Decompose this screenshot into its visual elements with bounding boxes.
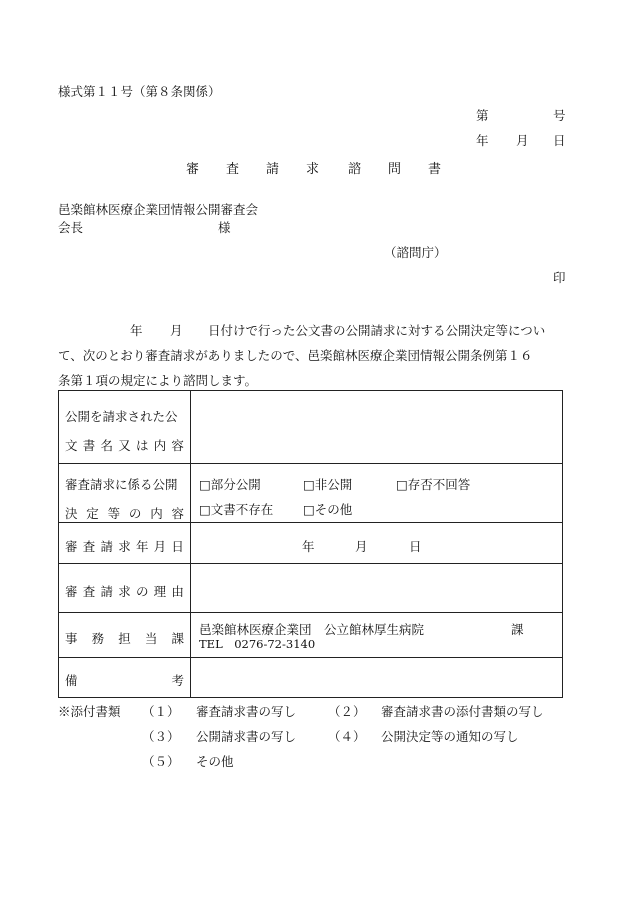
label-department bbox=[59, 629, 190, 647]
label-char: 求 bbox=[118, 584, 131, 599]
form-label: 様式第１１号（第８条関係） bbox=[58, 84, 221, 99]
label-char: 理 bbox=[153, 584, 167, 599]
label-line: 審査請求に係る公開 bbox=[65, 477, 178, 492]
option-neither-confirm[interactable]: □存否不回答 bbox=[396, 477, 471, 492]
column-divider bbox=[190, 391, 191, 697]
label-char: 定 bbox=[86, 506, 99, 521]
title-char: 問 bbox=[388, 162, 402, 177]
label-char: 日 bbox=[171, 539, 184, 554]
label-char: 考 bbox=[171, 673, 184, 688]
label-char: 書 bbox=[82, 438, 96, 453]
label-char: 名 bbox=[100, 438, 113, 453]
label-char: 内 bbox=[153, 438, 167, 453]
label-char: 務 bbox=[91, 631, 105, 646]
request-table bbox=[58, 390, 563, 698]
label-remarks bbox=[59, 671, 190, 689]
title-char: 請 bbox=[266, 162, 280, 177]
attachment-text: 審査請求書の写し bbox=[196, 704, 297, 719]
seal-mark: 印 bbox=[553, 270, 566, 285]
attachment-num: （４） bbox=[328, 729, 366, 744]
department-ka: 課 bbox=[511, 622, 524, 637]
row-divider bbox=[59, 522, 562, 523]
label-char: 又 bbox=[118, 438, 131, 453]
title-char: 査 bbox=[226, 162, 240, 177]
label-char: 備 bbox=[65, 673, 78, 688]
label-char: 年 bbox=[135, 539, 149, 554]
label-char: 請 bbox=[100, 539, 113, 554]
date-year: 年 bbox=[476, 133, 489, 148]
number-suffix: 号 bbox=[553, 108, 566, 123]
body-month: 月 bbox=[170, 323, 183, 338]
attachment-num: （３） bbox=[142, 729, 180, 744]
label-line bbox=[65, 671, 184, 689]
label-char: の bbox=[135, 584, 149, 599]
label-line bbox=[65, 436, 184, 454]
label-char: 担 bbox=[118, 631, 131, 646]
body-line-3: 条第１項の規定により諮問します。 bbox=[58, 373, 258, 388]
body-year: 年 bbox=[130, 323, 143, 338]
option-non-disclosure[interactable]: □非公開 bbox=[303, 477, 353, 492]
option-no-document[interactable]: □文書不存在 bbox=[199, 502, 274, 517]
row-divider bbox=[59, 657, 562, 658]
attachment-text: その他 bbox=[196, 754, 234, 769]
option-other[interactable]: □その他 bbox=[303, 502, 353, 517]
label-char: 審 bbox=[65, 584, 78, 599]
label-char: 文 bbox=[65, 438, 78, 453]
label-char: 由 bbox=[171, 584, 184, 599]
label-char: 査 bbox=[82, 584, 96, 599]
attachment-num: （２） bbox=[328, 704, 366, 719]
title-char: 審 bbox=[186, 162, 200, 177]
label-char: 事 bbox=[65, 631, 78, 646]
request-date-year: 年 bbox=[302, 539, 315, 554]
addressee-org: 邑楽館林医療企業団情報公開審査会 bbox=[58, 202, 259, 217]
label-line bbox=[65, 629, 184, 647]
label-char: 等 bbox=[107, 506, 121, 521]
row-divider bbox=[59, 612, 562, 613]
label-char: 容 bbox=[171, 506, 184, 521]
request-date-day: 日 bbox=[409, 539, 422, 554]
department-org: 邑楽館林医療企業団 公立館林厚生病院 bbox=[199, 622, 425, 637]
attachment-text: 公開決定等の通知の写し bbox=[381, 729, 519, 744]
department-tel: TEL 0276-72-3140 bbox=[199, 637, 316, 651]
attachment-num: （１） bbox=[142, 704, 180, 719]
date-day: 日 bbox=[553, 133, 566, 148]
label-char: 当 bbox=[144, 631, 158, 646]
request-date-month: 月 bbox=[355, 539, 368, 554]
label-char: 請 bbox=[100, 584, 113, 599]
sender-label: （諮問庁） bbox=[384, 245, 447, 260]
label-char: 容 bbox=[171, 438, 184, 453]
row-divider bbox=[59, 463, 562, 464]
addressee-chair: 会長 bbox=[58, 220, 84, 235]
label-line bbox=[65, 537, 184, 555]
label-char: 査 bbox=[82, 539, 96, 554]
row-divider bbox=[59, 563, 562, 564]
addressee-honorific: 様 bbox=[218, 220, 231, 235]
attachments-heading: ※添付書類 bbox=[58, 704, 121, 719]
label-decision bbox=[59, 475, 190, 522]
attachment-num: （５） bbox=[142, 754, 180, 769]
title-char: 求 bbox=[306, 162, 320, 177]
option-partial-disclosure[interactable]: □部分公開 bbox=[199, 477, 261, 492]
label-char: は bbox=[135, 438, 149, 453]
label-char: 課 bbox=[171, 631, 184, 646]
label-char: 内 bbox=[150, 506, 163, 521]
label-char: 月 bbox=[153, 539, 167, 554]
title-char: 諮 bbox=[348, 162, 362, 177]
body-line-1-text: 日付けで行った公文書の公開請求に対する公開決定等につい bbox=[208, 323, 546, 338]
label-document-name bbox=[59, 407, 190, 454]
attachment-text: 公開請求書の写し bbox=[196, 729, 297, 744]
label-request-date bbox=[59, 537, 190, 555]
label-line bbox=[65, 582, 184, 600]
label-char: 決 bbox=[65, 506, 78, 521]
label-request-reason bbox=[59, 582, 190, 600]
label-line bbox=[65, 504, 184, 522]
label-line: 公開を請求された公 bbox=[65, 409, 178, 424]
label-char: 求 bbox=[118, 539, 131, 554]
attachment-text: 審査請求書の添付書類の写し bbox=[381, 704, 544, 719]
date-month: 月 bbox=[516, 133, 529, 148]
label-char: 審 bbox=[65, 539, 78, 554]
label-char: の bbox=[128, 506, 142, 521]
number-prefix: 第 bbox=[476, 108, 489, 123]
title-char: 書 bbox=[428, 162, 442, 177]
body-line-2: て、次のとおり審査請求がありましたので、邑楽館林医療企業団情報公開条例第１６ bbox=[58, 348, 533, 363]
